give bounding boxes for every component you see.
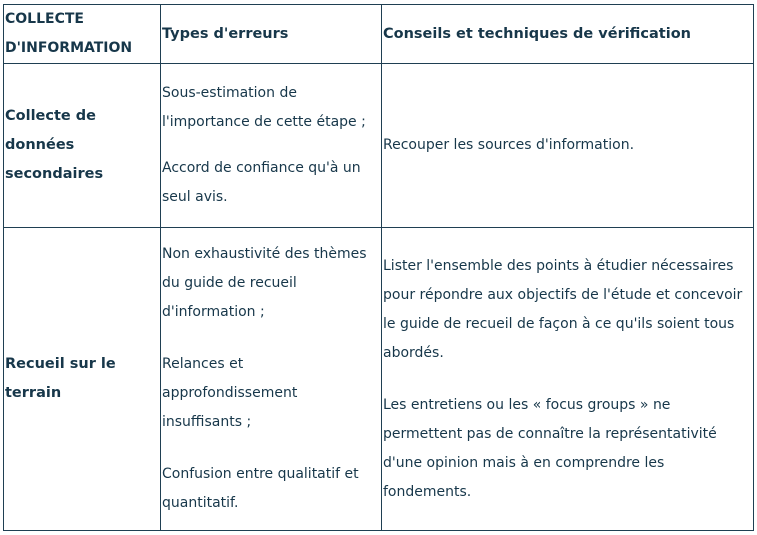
header-conseils: Conseils et techniques de vérification bbox=[382, 5, 754, 64]
verification-table bbox=[3, 4, 754, 531]
table-row bbox=[4, 228, 754, 531]
errors-cell bbox=[161, 64, 382, 228]
error-item: Non exhaustivité des thèmes du guide de recueil d'information ; bbox=[162, 246, 367, 320]
error-item: Confusion entre qualitatif et quantitatif. bbox=[162, 466, 359, 511]
advice-cell bbox=[382, 228, 754, 531]
advice-item: Lister l'ensemble des points à étudier nécessaires pour répondre aux objectifs de l'étude et concevoir le guide de recueil de façon à ce qu'ils soient tous abordés. bbox=[383, 257, 743, 361]
error-item: Accord de confiance qu'à un seul avis. bbox=[162, 160, 361, 205]
header-row bbox=[4, 5, 754, 64]
advice-item: Les entretiens ou les « focus groups » ne permettent pas de connaître la représentativité d'une opinion mais à en comprendre les fondements. bbox=[383, 396, 717, 500]
error-item: Sous-estimation de l'importance de cette étape ; bbox=[162, 85, 366, 130]
row-label-donnees-secondaires: Collecte de données secondaires bbox=[4, 64, 161, 228]
error-item: Relances et approfondissement insuffisants ; bbox=[162, 356, 298, 430]
header-collecte: COLLECTE D'INFORMATION bbox=[4, 5, 161, 64]
advice-item: Recouper les sources d'information. bbox=[383, 137, 635, 153]
errors-cell bbox=[161, 228, 382, 531]
header-types-erreurs: Types d'erreurs bbox=[161, 5, 382, 64]
row-label-recueil-terrain: Recueil sur le terrain bbox=[4, 228, 161, 531]
advice-cell bbox=[382, 64, 754, 228]
table-row bbox=[4, 64, 754, 228]
